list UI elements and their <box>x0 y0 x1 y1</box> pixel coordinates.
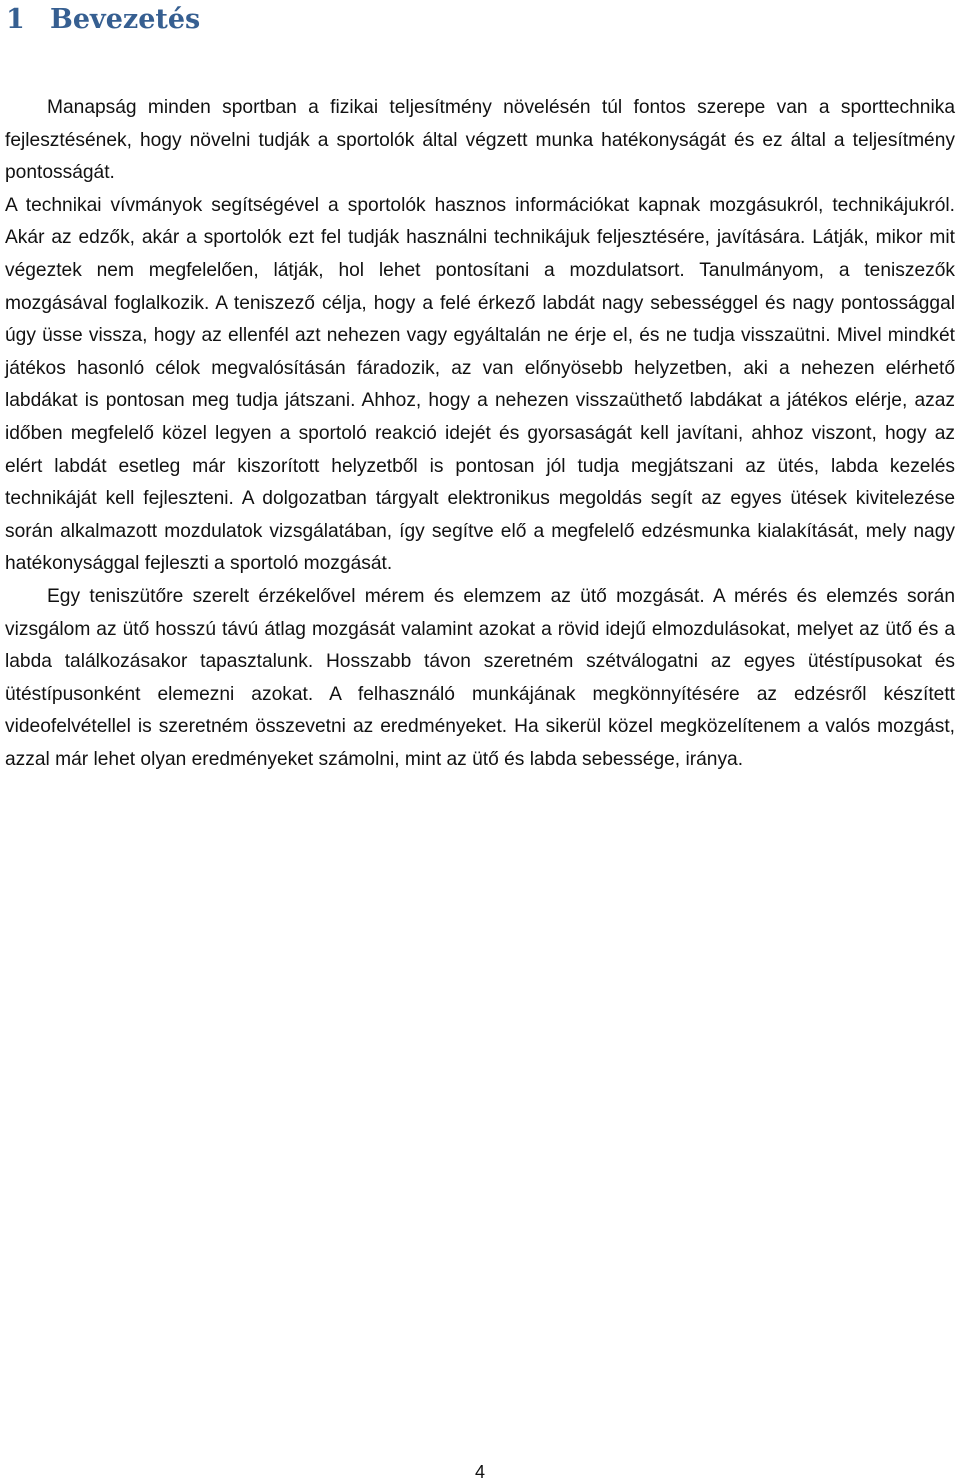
paragraph-intro: Manapság minden sportban a fizikai teljesítmény növelésén túl fontos szerepe van a sporttechnika fejlesztésének, hogy növelni tudják a sportolók által végzett munka hatékonyságát és ez által a teljesítmény pontosságát. <box>5 97 955 184</box>
chapter-heading <box>6 2 200 38</box>
chapter-number: 1 <box>6 4 25 35</box>
paragraph-measurement: Egy teniszütőre szerelt érzékelővel mérem és elemzem az ütő mozgását. A mérés és elemzés során vizsgálom az ütő hosszú távú átlag mozgását valamint azokat a rövid idejű elmozdulásokat, melyet az ütő és a labda találkozásakor tapasztalunk. Hosszabb távon szeretném szétválogatni az egyes ütéstípusokat és ütéstípusonként elemezni azokat. A felhasználó munkájának megkönnyítésére az edzésről készített videofelvétellel is szeretném összevetni az eredményeket. Ha sikerül közel megközelítenem a valós mozgást, azzal már lehet olyan eredményeket számolni, mint az ütő és labda sebessége, iránya. <box>5 585 955 770</box>
paragraph-technical-achievements: A technikai vívmányok segítségével a sportolók hasznos információkat kapnak mozgásukról, technikájukról. Akár az edzők, akár a sportolók ezt fel tudják használni technikájuk feljesztésére, javítására. Látják, mikor mit végeztek nem megfelelően, látják, hol lehet pontosítani a mozdulatsort. Tanulmányom, a teniszezők mozgásával foglalkozik. A teniszező célja, hogy a felé érkező labdát nagy sebességgel és nagy pontossággal úgy üsse vissza, hogy az ellenfél azt nehezen vagy egyáltalán ne érje el, és ne tudja visszaütni. Mivel mindkét játékos hasonló célok megvalósításán fáradozik, az van előnyösebb helyzetben, aki a nehezen elérhető labdákat is pontosan meg tudja játszani. Ahhoz, hogy a nehezen visszaüthető labdákat a játékos elérje, azaz időben megfelelő közel legyen a sportoló reakció idejét és gyorsaságát kell javítani, ahhoz viszont, hogy az elért labdát esetleg már kiszorított helyzetből is pontosan jól tudja megjátszani az ütés, labda kezelés technikáját kell fejleszteni. A dolgozatban tárgyalt elektronikus megoldás segít az egyes ütések kivitelezése során alkalmazott mozdulatok vizsgálatában, így segítve elő a megfelelő edzésmunka kialakítását, mely nagy hatékonysággal fejleszti a sportoló mozgását. <box>5 194 955 575</box>
chapter-title: Bevezetés <box>50 4 201 35</box>
body-text <box>5 92 955 776</box>
page-number: 4 <box>474 1462 485 1482</box>
